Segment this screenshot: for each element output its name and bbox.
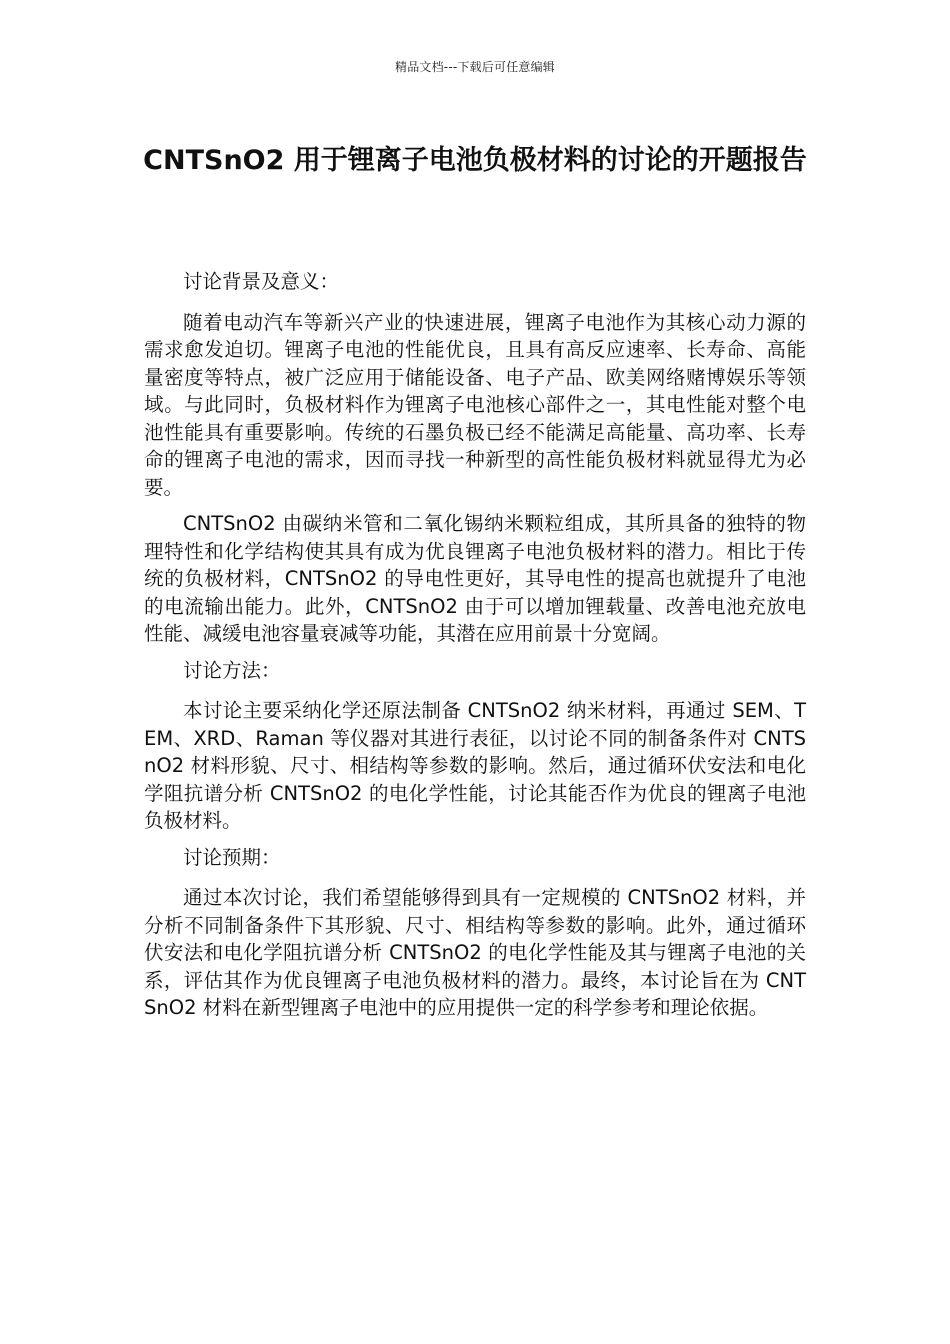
paragraph-method-1: 本讨论主要采纳化学还原法制备 CNTSnO2 纳米材料，再通过 SEM、TEM、XRD、Raman 等仪器对其进行表征，以讨论不同的制备条件对 CNTSnO2 材料形貌、尺寸、相结构等参数的影响。然后，通过循环伏安法和电化学阻抗谱分析 CNTSnO2 的电化学性能，讨论其能否作为优良的锂离子电池负极材料。 <box>144 699 806 832</box>
section-heading-background: 讨论背景及意义： <box>183 270 340 293</box>
paragraph-expectation-1: 通过本次讨论，我们希望能够得到具有一定规模的 CNTSnO2 材料，并分析不同制备条件下其形貌、尺寸、相结构等参数的影响。此外，通过循环伏安法和电化学阻抗谱分析 CNTSnO2 的电化学性能及其与锂离子电池的关系，评估其作为优良锂离子电池负极材料的潜力。最终，本讨论旨在为 CNTSnO2 材料在新型锂离子电池中的应用提供一定的科学参考和理论依据。 <box>144 886 806 1019</box>
paragraph-background-1: 随着电动汽车等新兴产业的快速进展，锂离子电池作为其核心动力源的需求愈发迫切。锂离子电池的性能优良，且具有高反应速率、长寿命、高能量密度等特点，被广泛应用于储能设备、电子产品、欧美网络赌博娱乐等领域。与此同时，负极材料作为锂离子电池核心部件之一，其电性能对整个电池性能具有重要影响。传统的石墨负极已经不能满足高能量、高功率、长寿命的锂离子电池的需求，因而寻找一种新型的高性能负极材料就显得尤为必要。 <box>144 310 806 499</box>
section-heading-method: 讨论方法： <box>183 658 281 682</box>
section-heading-expectation: 讨论预期： <box>183 845 281 869</box>
document-title: CNTSnO2 用于锂离子电池负极材料的讨论的开题报告 <box>143 145 807 176</box>
document-body <box>144 268 806 1031</box>
header-note: 精品文档---下载后可任意编辑 <box>395 60 555 74</box>
paragraph-background-2: CNTSnO2 由碳纳米管和二氧化锡纳米颗粒组成，其所具备的独特的物理特性和化学结构使其具有成为优良锂离子电池负极材料的潜力。相比于传统的负极材料，CNTSnO2 的导电性更好，其导电性的提高也就提升了电池的电流输出能力。此外，CNTSnO2 由于可以增加锂载量、改善电池充放电性能、减缓电池容量衰减等功能，其潜在应用前景十分宽阔。 <box>144 512 806 645</box>
